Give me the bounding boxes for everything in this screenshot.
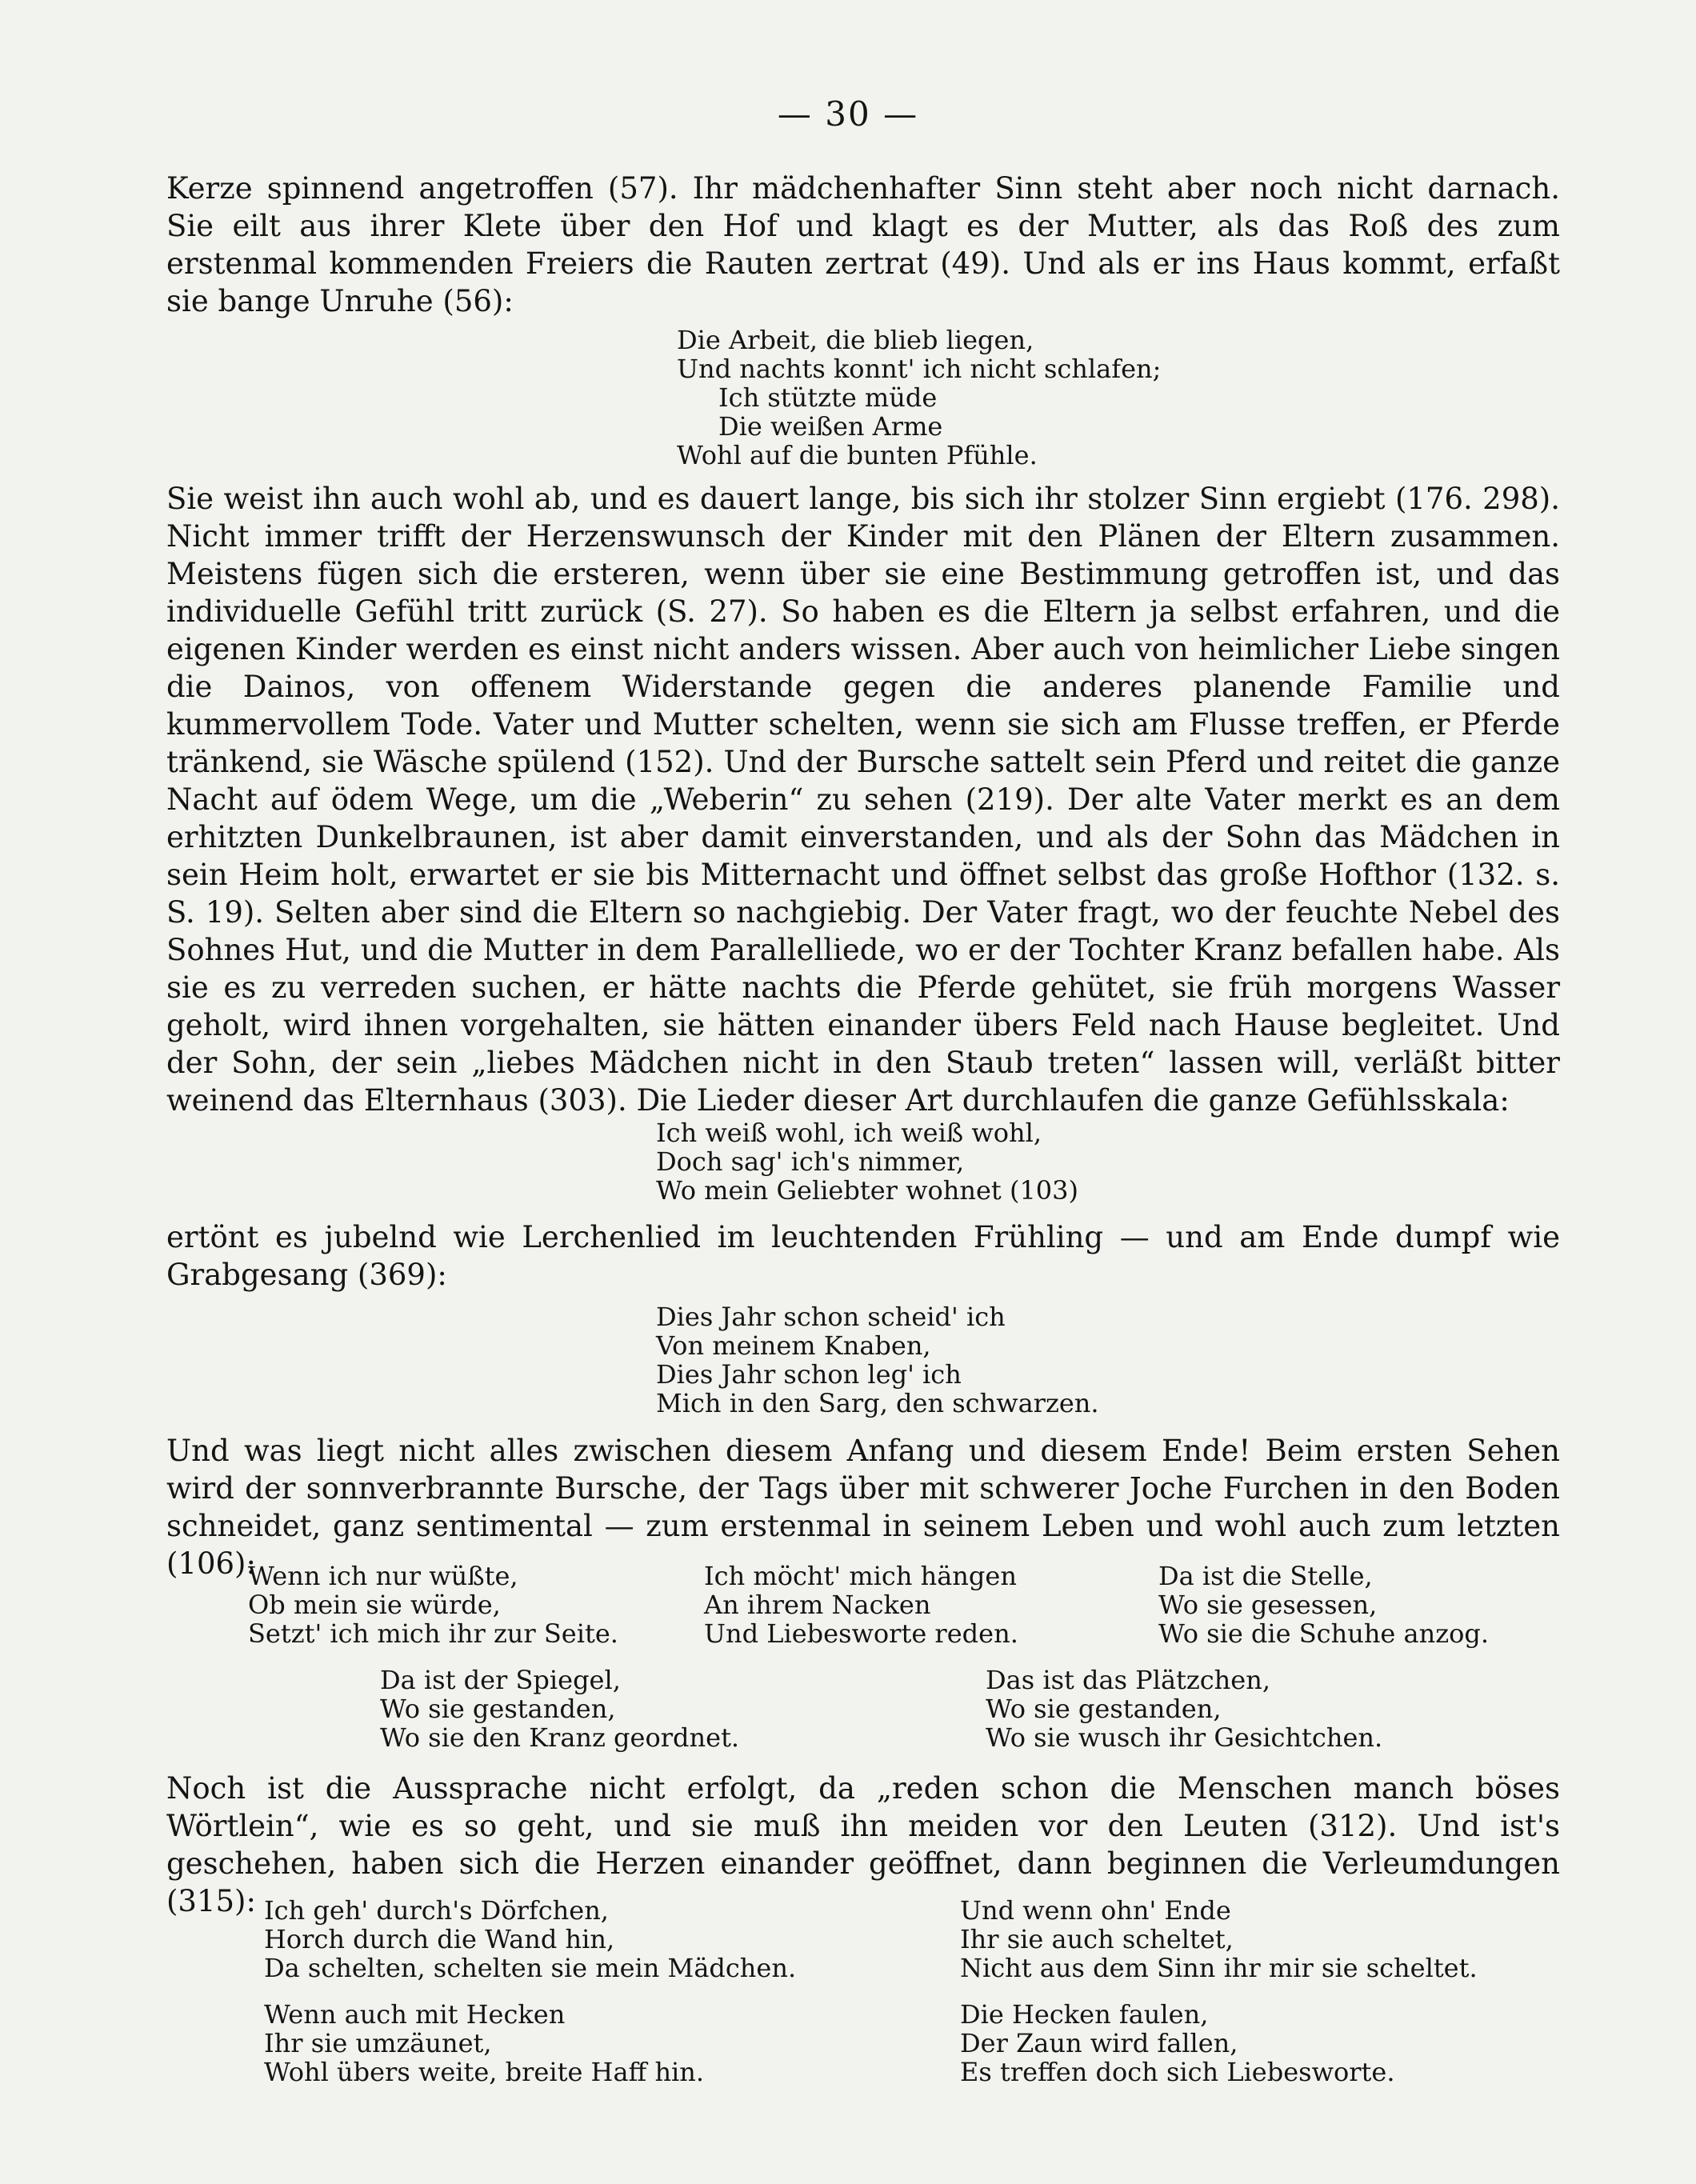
verse-line: Und wenn ohn' Ende [960,1895,1231,1926]
verse-line: Wohl auf die bunten Pfühle. [677,440,1038,470]
verse-line: Und Liebesworte reden. [704,1618,1018,1649]
poem-verleumdung-col-1 [264,1896,796,1982]
poem-sentimental-col-5 [986,1666,1382,1752]
verse-line: Da ist die Stelle, [1158,1561,1373,1591]
verse-line: Das ist das Plätzchen, [986,1665,1270,1695]
poem-sentimental-col-4 [380,1666,739,1752]
verse-line: An ihrem Nacken [704,1590,931,1620]
verse-line: Wo sie den Kranz geordnet. [380,1722,740,1753]
verse-line: Wohl übers weite, breite Haff hin. [264,2057,705,2087]
verse-line: Ihr sie umzäunet, [264,2028,492,2058]
verse-line: Wo sie gestanden, [380,1694,616,1724]
verse-line: Der Zaun wird fallen, [960,2028,1238,2058]
verse-line: Wo sie gesessen, [1158,1590,1378,1620]
verse-line: Dies Jahr schon leg' ich [656,1359,962,1390]
verse-line: Ich weiß wohl, ich weiß wohl, [656,1118,1042,1148]
verse-line: Die weißen Arme [718,411,943,442]
verse-line: Wo sie wusch ihr Gesichtchen. [986,1722,1383,1753]
verse-line: Setzt' ich mich ihr zur Seite. [248,1618,618,1649]
poem-sentimental-col-1 [248,1562,618,1648]
verse-line: Wenn ich nur wüßte, [248,1561,518,1591]
verse-line: Da schelten, schelten sie mein Mädchen. [264,1953,797,1983]
verse-line: Wo mein Geliebter wohnet (103) [656,1175,1078,1206]
poem-unruhe [677,326,1161,470]
poem-verleumdung-col-2 [960,1896,1478,1982]
verse-line: Ich stützte müde [718,382,938,413]
verse-line: Ihr sie auch scheltet, [960,1924,1234,1954]
verse-line: Da ist der Spiegel, [380,1665,621,1695]
page-number: — 30 — [777,94,919,134]
verse-line: Doch sag' ich's nimmer, [656,1146,965,1177]
verse-line: Wo sie gestanden, [986,1694,1222,1724]
poem-sentimental-col-2 [704,1562,1018,1648]
poem-verleumdung-col-3 [264,2000,704,2086]
paragraph-1: Kerze spinnend angetroffen (57). Ihr mädchenhafter Sinn steht aber noch nicht darnach. Sie eilt aus ihrer Klete über den Hof und klagt es der Mutter, als das Roß des zum erstenmal kommenden Freiers die Rauten zertrat (49). Und als er ins Haus kommt, erfaßt sie bange Unruhe (56): [166,171,1560,318]
verse-line: Die Arbeit, die blieb liegen, [677,325,1034,355]
poem-jubel [656,1118,1078,1205]
paragraph-5: Noch ist die Aussprache nicht erfolgt, da „reden schon die Menschen manch böses Wörtlein“, wie es so geht, und sie muß ihn meiden vor den Leuten (312). Und ist's geschehen, haben sich die Herzen einander geöffnet, dann beginnen die Verleumdungen (315): [166,1771,1560,1918]
verse-line: Ich möcht' mich hängen [704,1561,1017,1591]
poem-grabgesang [656,1302,1099,1418]
verse-line: Mich in den Sarg, den schwarzen. [656,1388,1099,1418]
verse-line: Wenn auch mit Hecken [264,1999,566,2030]
verse-line: Dies Jahr schon scheid' ich [656,1302,1006,1332]
verse-line: Nicht aus dem Sinn ihr mir sie scheltet. [960,1953,1478,1983]
poem-sentimental-col-3 [1158,1562,1489,1648]
verse-line: Es treffen doch sich Liebesworte. [960,2057,1395,2087]
verse-line: Von meinem Knaben, [656,1330,931,1361]
verse-line: Ich geh' durch's Dörfchen, [264,1895,609,1926]
verse-line: Und nachts konnt' ich nicht schlafen; [677,354,1162,384]
paragraph-2: Sie weist ihn auch wohl ab, und es dauert lange, bis sich ihr stolzer Sinn ergiebt (176. 298). Nicht immer trifft der Herzenswunsch der Kinder mit den Plänen der Eltern zusammen. Meistens fügen sich die ersteren, wenn über sie eine Bestimmung getroffen ist, und das individuelle Gefühl tritt zurück (S. 27). So haben es die Eltern ja selbst erfahren, und die eigenen Kinder werden es einst nicht anders wissen. Aber auch von heimlicher Liebe singen die Dainos, von offenem Widerstande gegen die anderes planende Familie und kummervollem Tode. Vater und Mutter schelten, wenn sie sich am Flusse treffen, er Pferde tränkend, sie Wäsche spülend (152). Und der Bursche sattelt sein Pferd und reitet die ganze Nacht auf ödem Wege, um die „Weberin“ zu sehen (219). Der alte Vater merkt es an dem erhitzten Dunkelbraunen, ist aber damit einverstanden, und als der Sohn das Mädchen in sein Heim holt, erwartet er sie bis Mitternacht und öffnet selbst das große Hofthor (132. s. S. 19). Selten aber sind die Eltern so nachgiebig. Der Vater fragt, wo der feuchte Nebel des Sohnes Hut, und die Mutter in dem Parallelliede, wo er der Tochter Kranz befallen habe. Als sie es zu verreden suchen, er hätte nachts die Pferde gehütet, sie früh morgens Wasser geholt, wird ihnen vorgehalten, sie hätten einander übers Feld nach Hause begleitet. Und der Sohn, der sein „liebes Mädchen nicht in den Staub treten“ lassen will, verläßt bitter weinend das Elternhaus (303). Die Lieder dieser Art durchlaufen die ganze Gefühlsskala: [166,482,1560,1118]
paragraph-4: Und was liegt nicht alles zwischen diesem Anfang und diesem Ende! Beim ersten Sehen wird der sonnverbrannte Bursche, der Tags über mit schwerer Joche Furchen in den Boden schneidet, ganz sentimental — zum erstenmal in seinem Leben und wohl auch zum letzten (106): [166,1434,1560,1581]
verse-line: Ob mein sie würde, [248,1590,501,1620]
verse-line: Wo sie die Schuhe anzog. [1158,1618,1489,1649]
verse-line: Horch durch die Wand hin, [264,1924,615,1954]
poem-verleumdung-col-4 [960,2000,1395,2086]
verse-line: Die Hecken faulen, [960,1999,1209,2030]
paragraph-3: ertönt es jubelnd wie Lerchenlied im leuchtenden Frühling — und am Ende dumpf wie Grabgesang (369): [166,1220,1560,1292]
